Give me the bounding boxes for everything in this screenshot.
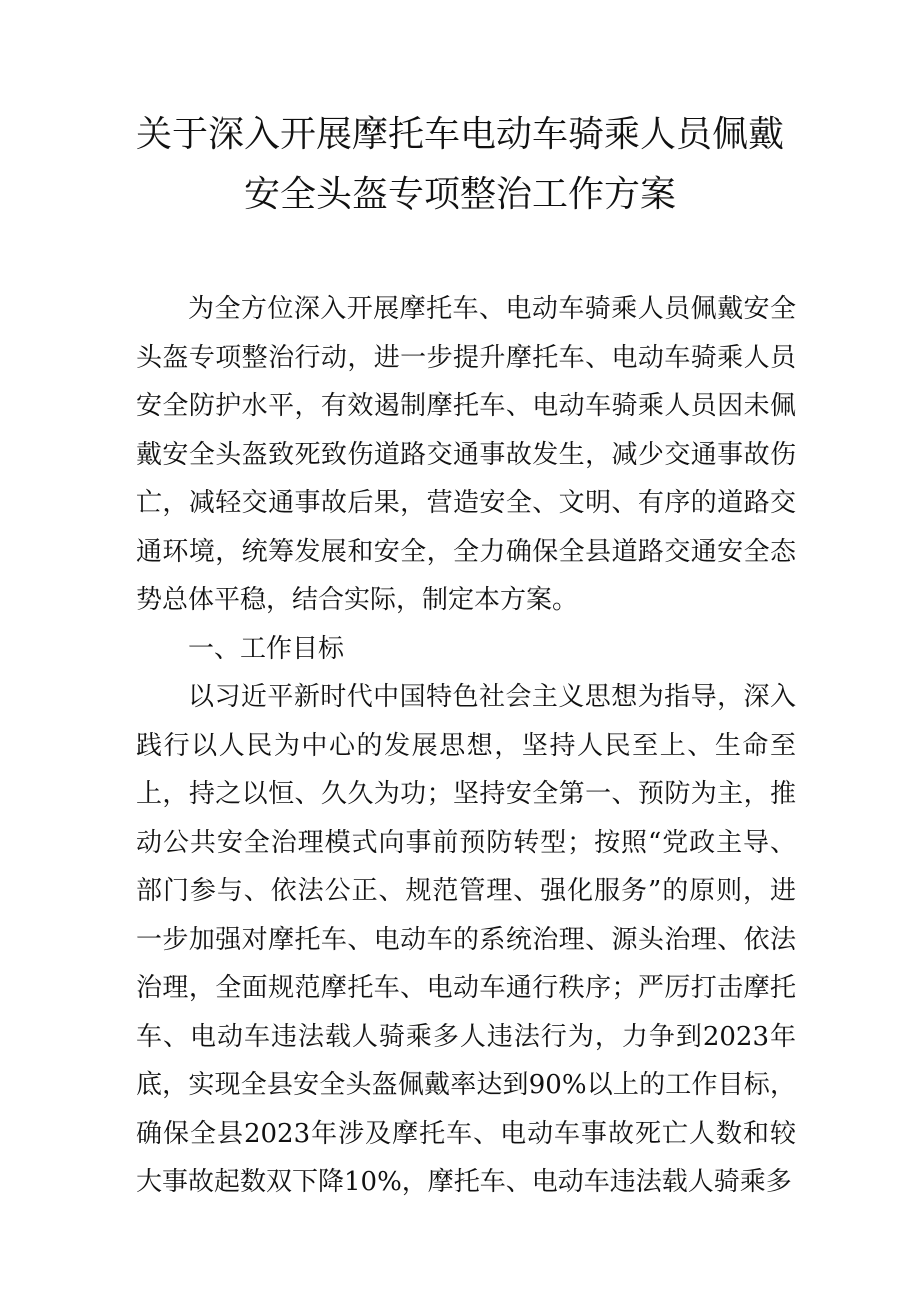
section-heading-work-goals: 一、工作目标	[188, 633, 345, 664]
title-line-2: 安全头盔专项整治工作方案	[243, 174, 676, 215]
title-line-1: 关于深入开展摩托车电动车骑乘人员佩戴	[135, 114, 784, 155]
document-title	[100, 105, 820, 225]
document-body	[136, 285, 796, 1207]
intro-paragraph: 为全方位深入开展摩托车、电动车骑乘人员佩戴安全头盔专项整治行动，进一步提升摩托车、电动车骑乘人员安全防护水平，有效遏制摩托车、电动车骑乘人员因未佩戴安全头盔致死致伤道路交通事故发生，减少交通事故伤亡，减轻交通事故后果，营造安全、文明、有序的道路交通环境，统筹发展和安全，全力确保全县道路交通安全态势总体平稳，结合实际，制定本方案。	[136, 294, 796, 615]
work-goals-paragraph: 以习近平新时代中国特色社会主义思想为指导，深入践行以人民为中心的发展思想，坚持人民至上、生命至上，持之以恒、久久为功；坚持安全第一、预防为主，推动公共安全治理模式向事前预防转型；按照“党政主导、部门参与、依法公正、规范管理、强化服务”的原则，进一步加强对摩托车、电动车的系统治理、源头治理、依法治理，全面规范摩托车、电动车通行秩序；严厉打击摩托车、电动车违法载人骑乘多人违法行为，力争到2023年底，实现全县安全头盔佩戴率达到90%以上的工作目标，确保全县2023年涉及摩托车、电动车事故死亡人数和较大事故起数双下降10%，摩托车、电动车违法载人骑乘多	[136, 682, 796, 1197]
